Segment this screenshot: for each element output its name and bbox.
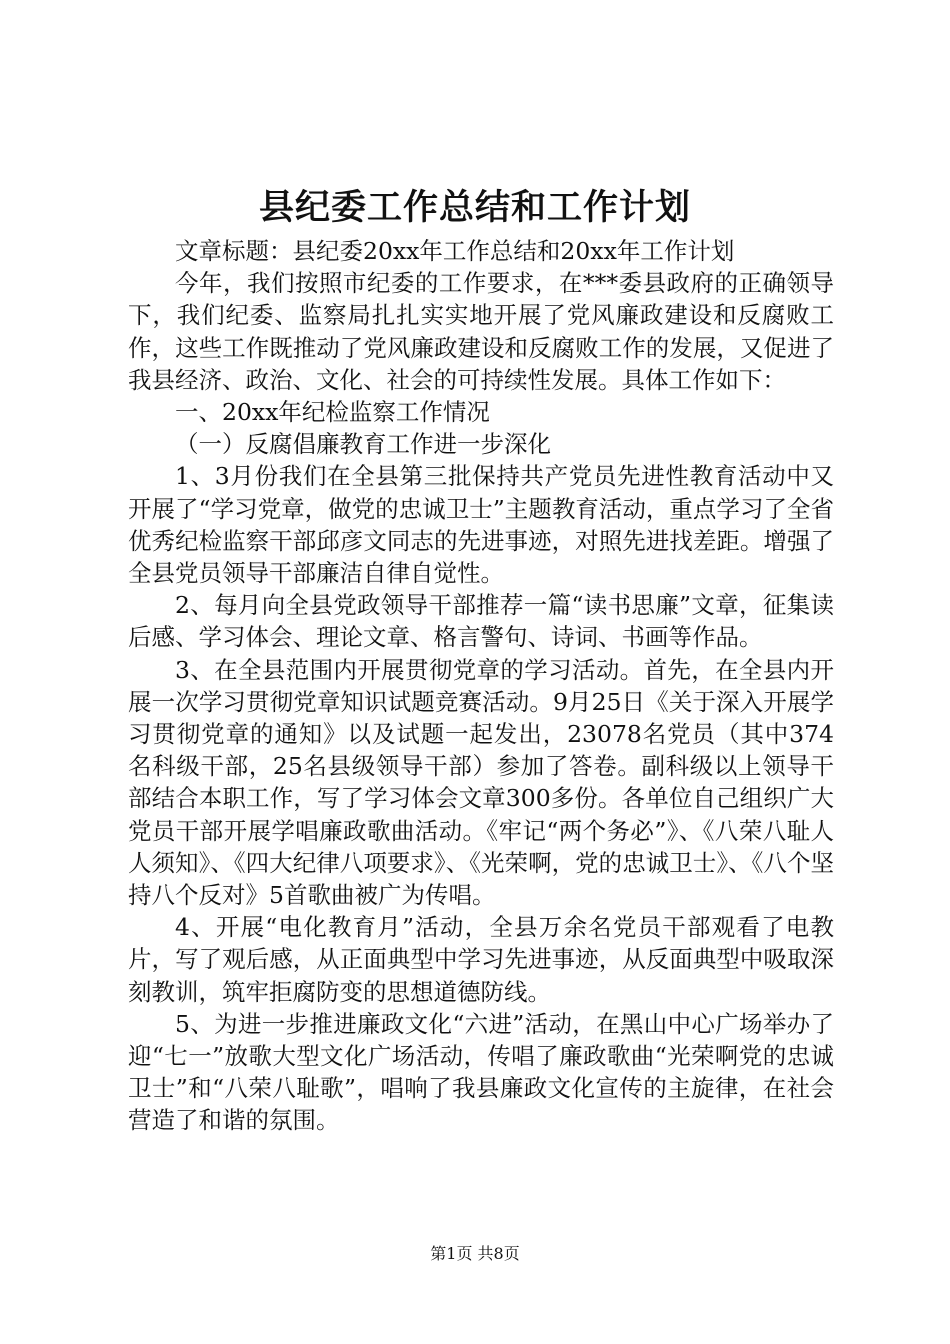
paragraph-article-heading: 文章标题：县纪委20xx年工作总结和20xx年工作计划	[175, 237, 735, 265]
document-body	[128, 235, 834, 1137]
paragraph-item-3: 3、在全县范围内开展贯彻党章的学习活动。首先，在全县内开展一次学习贯彻党章知识试题竞赛活动。9月25日《关于深入开展学习贯彻党章的通知》以及试题一起发出，23078名党员（其中374名科级干部，25名县级领导干部）参加了答卷。副科级以上领导干部结合本职工作，写了学习体会文章300多份。各单位自己组织广大党员干部开展学唱廉政歌曲活动。《牢记“两个务必”》、《八荣八耻人人须知》、《四大纪律八项要求》、《光荣啊，党的忠诚卫士》、《八个坚持八个反对》5首歌曲被广为传唱。	[128, 655, 834, 910]
page-number-footer: 第1页 共8页	[430, 1244, 520, 1263]
paragraph-item-2: 2、每月向全县党政领导干部推荐一篇“读书思廉”文章，征集读后感、学习体会、理论文章、格言警句、诗词、书画等作品。	[128, 591, 834, 652]
paragraph-intro: 今年，我们按照市纪委的工作要求，在***委县政府的正确领导下，我们纪委、监察局扎扎实实地开展了党风廉政建设和反腐败工作，这些工作既推动了党风廉政建设和反腐败工作的发展，又促进了我县经济、政治、文化、社会的可持续性发展。具体工作如下：	[128, 269, 834, 394]
document-title: 县纪委工作总结和工作计划	[258, 187, 691, 228]
paragraph-item-4: 4、开展“电化教育月”活动，全县万余名党员干部观看了电教片，写了观后感，从正面典型中学习先进事迹，从反面典型中吸取深刻教训，筑牢拒腐防变的思想道德防线。	[128, 913, 834, 1006]
subsection-heading: （一）反腐倡廉教育工作进一步深化	[175, 430, 551, 459]
section-heading: 一、20xx年纪检监察工作情况	[175, 398, 490, 427]
paragraph-item-1: 1、3月份我们在全县第三批保持共产党员先进性教育活动中又开展了“学习党章，做党的忠诚卫士”主题教育活动，重点学习了全省优秀纪检监察干部邱彦文同志的先进事迹，对照先进找差距。增强了全县党员领导干部廉洁自律自觉性。	[128, 462, 834, 588]
paragraph-item-5: 5、为进一步推进廉政文化“六进”活动，在黑山中心广场举办了迎“七一”放歌大型文化广场活动，传唱了廉政歌曲“光荣啊党的忠诚卫士”和“八荣八耻歌”，唱响了我县廉政文化宣传的主旋律，在社会营造了和谐的氛围。	[128, 1009, 834, 1135]
